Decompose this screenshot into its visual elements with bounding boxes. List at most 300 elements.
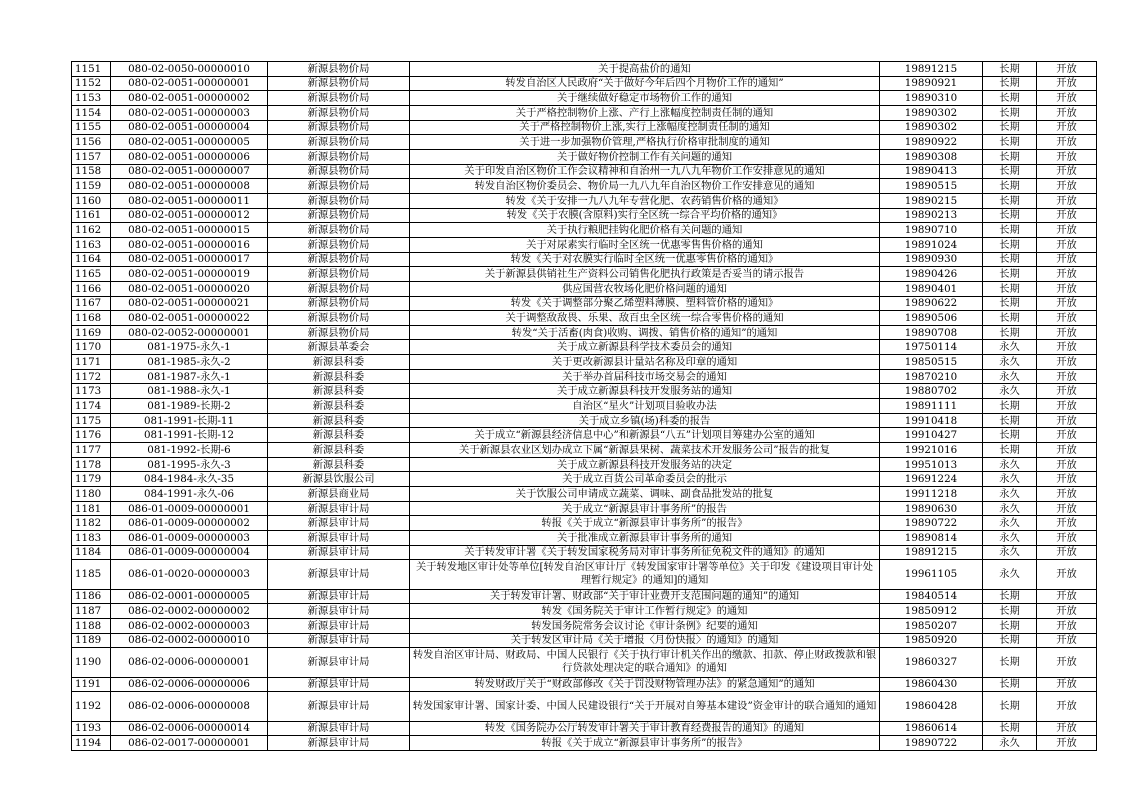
agency-name-cell: 新源县物价局 <box>268 179 410 194</box>
file-number-cell: 080-02-0051-00000002 <box>111 91 268 106</box>
document-title-cell: 转发“关于活畜(肉食)收购、调拨、销售价格的通知”的通知 <box>410 325 880 340</box>
row-number-cell: 1166 <box>72 281 111 296</box>
table-row <box>72 736 1097 751</box>
agency-name-cell: 新源县物价局 <box>268 105 410 120</box>
table-row <box>72 105 1097 120</box>
row-number-cell: 1179 <box>72 472 111 487</box>
access-status-cell: 开放 <box>1037 677 1097 692</box>
access-status-cell: 开放 <box>1037 531 1097 546</box>
agency-name-cell: 新源县物价局 <box>268 252 410 267</box>
document-title-cell: 关于对尿素实行临时全区统一优惠零售售价格的通知 <box>410 237 880 252</box>
retention-period-cell: 永久 <box>983 457 1037 472</box>
table-row <box>72 120 1097 135</box>
document-date-cell: 19890401 <box>880 281 983 296</box>
agency-name-cell: 新源县物价局 <box>268 223 410 238</box>
agency-name-cell: 新源县审计局 <box>268 560 410 589</box>
access-status-cell: 开放 <box>1037 457 1097 472</box>
file-number-cell: 086-02-0006-00000014 <box>111 721 268 736</box>
document-title-cell: 转发国务院常务会议讨论《审计条例》纪要的通知 <box>410 618 880 633</box>
table-row <box>72 604 1097 619</box>
retention-period-cell: 长期 <box>983 267 1037 282</box>
file-number-cell: 080-02-0051-00000004 <box>111 120 268 135</box>
agency-name-cell: 新源县科委 <box>268 355 410 370</box>
file-number-cell: 081-1991-长期-12 <box>111 428 268 443</box>
table-row <box>72 325 1097 340</box>
document-title-cell: 关于提高盐价的通知 <box>410 62 880 77</box>
row-number-cell: 1181 <box>72 501 111 516</box>
document-title-cell: 转发自治区人民政府“关于做好今年后四个月物价工作的通知” <box>410 76 880 91</box>
retention-period-cell: 长期 <box>983 296 1037 311</box>
access-status-cell: 开放 <box>1037 443 1097 458</box>
retention-period-cell: 长期 <box>983 648 1037 677</box>
file-number-cell: 080-02-0051-00000011 <box>111 193 268 208</box>
document-title-cell: 关于举办首届科技市场交易会的通知 <box>410 369 880 384</box>
table-row <box>72 252 1097 267</box>
table-row <box>72 560 1097 589</box>
document-title-cell: 关于新源县供销社生产资料公司销售化肥执行政策是否妥当的请示报告 <box>410 267 880 282</box>
document-title-cell: 转发自治区物价委员会、物价局一九八九年自治区物价工作安排意见的通知 <box>410 179 880 194</box>
row-number-cell: 1172 <box>72 369 111 384</box>
table-row <box>72 179 1097 194</box>
row-number-cell: 1183 <box>72 531 111 546</box>
row-number-cell: 1158 <box>72 164 111 179</box>
retention-period-cell: 长期 <box>983 179 1037 194</box>
access-status-cell: 开放 <box>1037 384 1097 399</box>
retention-period-cell: 长期 <box>983 428 1037 443</box>
agency-name-cell: 新源县物价局 <box>268 281 410 296</box>
agency-name-cell: 新源县商业局 <box>268 487 410 502</box>
document-title-cell: 关于印发自治区物价工作会议精神和自治州一九八九年物价工作安排意见的通知 <box>410 164 880 179</box>
document-title-cell: 关于进一步加强物价管理,严格执行价格审批制度的通知 <box>410 135 880 150</box>
retention-period-cell: 长期 <box>983 62 1037 77</box>
document-date-cell: 19691224 <box>880 472 983 487</box>
agency-name-cell: 新源县革委会 <box>268 340 410 355</box>
table-row <box>72 472 1097 487</box>
retention-period-cell: 永久 <box>983 340 1037 355</box>
file-number-cell: 086-02-0002-00000010 <box>111 633 268 648</box>
document-date-cell: 19891215 <box>880 62 983 77</box>
row-number-cell: 1155 <box>72 120 111 135</box>
agency-name-cell: 新源县物价局 <box>268 149 410 164</box>
file-number-cell: 080-02-0051-00000012 <box>111 208 268 223</box>
table-row <box>72 369 1097 384</box>
retention-period-cell: 永久 <box>983 369 1037 384</box>
file-number-cell: 080-02-0051-00000017 <box>111 252 268 267</box>
retention-period-cell: 永久 <box>983 355 1037 370</box>
table-row <box>72 267 1097 282</box>
file-number-cell: 086-01-0009-00000001 <box>111 501 268 516</box>
document-title-cell: 关于成立新源县科学技术委员会的通知 <box>410 340 880 355</box>
table-row <box>72 223 1097 238</box>
table-row <box>72 457 1097 472</box>
document-date-cell: 19850920 <box>880 633 983 648</box>
document-date-cell: 19880702 <box>880 384 983 399</box>
document-date-cell: 19891111 <box>880 399 983 414</box>
table-row <box>72 618 1097 633</box>
document-title-cell: 转发《关于农膜(含原料)实行全区统一综合平均价格的通知》 <box>410 208 880 223</box>
row-number-cell: 1189 <box>72 633 111 648</box>
access-status-cell: 开放 <box>1037 252 1097 267</box>
agency-name-cell: 新源县物价局 <box>268 296 410 311</box>
agency-name-cell: 新源县审计局 <box>268 501 410 516</box>
agency-name-cell: 新源县物价局 <box>268 91 410 106</box>
table-row <box>72 413 1097 428</box>
table-row <box>72 443 1097 458</box>
agency-name-cell: 新源县物价局 <box>268 76 410 91</box>
document-title-cell: 关于调整敌敌畏、乐果、敌百虫全区统一综合零售价格的通知 <box>410 311 880 326</box>
row-number-cell: 1188 <box>72 618 111 633</box>
row-number-cell: 1164 <box>72 252 111 267</box>
agency-name-cell: 新源县物价局 <box>268 120 410 135</box>
file-number-cell: 080-02-0051-00000005 <box>111 135 268 150</box>
row-number-cell: 1190 <box>72 648 111 677</box>
file-number-cell: 080-02-0050-00000010 <box>111 62 268 77</box>
access-status-cell: 开放 <box>1037 648 1097 677</box>
access-status-cell: 开放 <box>1037 472 1097 487</box>
retention-period-cell: 长期 <box>983 604 1037 619</box>
agency-name-cell: 新源县审计局 <box>268 589 410 604</box>
table-body <box>72 62 1097 751</box>
file-number-cell: 080-02-0051-00000015 <box>111 223 268 238</box>
retention-period-cell: 长期 <box>983 413 1037 428</box>
row-number-cell: 1184 <box>72 545 111 560</box>
table-row <box>72 633 1097 648</box>
document-date-cell: 19890308 <box>880 149 983 164</box>
file-number-cell: 086-02-0006-00000008 <box>111 692 268 721</box>
access-status-cell: 开放 <box>1037 179 1097 194</box>
file-number-cell: 086-02-0001-00000005 <box>111 589 268 604</box>
row-number-cell: 1152 <box>72 76 111 91</box>
file-number-cell: 080-02-0051-00000008 <box>111 179 268 194</box>
retention-period-cell: 永久 <box>983 384 1037 399</box>
access-status-cell: 开放 <box>1037 62 1097 77</box>
document-title-cell: 关于执行粮肥挂钩化肥价格有关问题的通知 <box>410 223 880 238</box>
access-status-cell: 开放 <box>1037 501 1097 516</box>
document-title-cell: 关于成立乡镇(场)科委的报告 <box>410 413 880 428</box>
document-date-cell: 19890722 <box>880 736 983 751</box>
row-number-cell: 1175 <box>72 413 111 428</box>
retention-period-cell: 长期 <box>983 618 1037 633</box>
retention-period-cell: 长期 <box>983 589 1037 604</box>
document-title-cell: 转发《关于调整部分聚乙烯塑料薄膜、塑料管价格的通知》 <box>410 296 880 311</box>
table-row <box>72 648 1097 677</box>
document-title-cell: 关于成立新源县科技开发服务站的通知 <box>410 384 880 399</box>
access-status-cell: 开放 <box>1037 281 1097 296</box>
access-status-cell: 开放 <box>1037 135 1097 150</box>
table-row <box>72 516 1097 531</box>
retention-period-cell: 长期 <box>983 325 1037 340</box>
row-number-cell: 1156 <box>72 135 111 150</box>
row-number-cell: 1165 <box>72 267 111 282</box>
file-number-cell: 086-01-0009-00000004 <box>111 545 268 560</box>
access-status-cell: 开放 <box>1037 193 1097 208</box>
retention-period-cell: 长期 <box>983 692 1037 721</box>
document-title-cell: 关于批准成立新源县审计事务所的通知 <box>410 531 880 546</box>
access-status-cell: 开放 <box>1037 164 1097 179</box>
row-number-cell: 1153 <box>72 91 111 106</box>
table-row <box>72 62 1097 77</box>
document-date-cell: 19951013 <box>880 457 983 472</box>
access-status-cell: 开放 <box>1037 487 1097 502</box>
access-status-cell: 开放 <box>1037 223 1097 238</box>
table-row <box>72 193 1097 208</box>
retention-period-cell: 长期 <box>983 223 1037 238</box>
access-status-cell: 开放 <box>1037 399 1097 414</box>
access-status-cell: 开放 <box>1037 325 1097 340</box>
row-number-cell: 1173 <box>72 384 111 399</box>
table-row <box>72 76 1097 91</box>
file-number-cell: 080-02-0051-00000021 <box>111 296 268 311</box>
row-number-cell: 1162 <box>72 223 111 238</box>
agency-name-cell: 新源县科委 <box>268 443 410 458</box>
table-row <box>72 721 1097 736</box>
access-status-cell: 开放 <box>1037 516 1097 531</box>
document-title-cell: 转发《国务院关于审计工作暂行规定》的通知 <box>410 604 880 619</box>
retention-period-cell: 永久 <box>983 487 1037 502</box>
file-number-cell: 080-02-0051-00000020 <box>111 281 268 296</box>
row-number-cell: 1180 <box>72 487 111 502</box>
document-date-cell: 19890922 <box>880 135 983 150</box>
access-status-cell: 开放 <box>1037 296 1097 311</box>
agency-name-cell: 新源县饮服公司 <box>268 472 410 487</box>
document-title-cell: 转发自治区审计局、财政局、中国人民银行《关于执行审计机关作出的缴款、扣款、停止财政拨款和银行贷款处理决定的联合通知》的通知 <box>410 648 880 677</box>
file-number-cell: 080-02-0051-00000022 <box>111 311 268 326</box>
agency-name-cell: 新源县审计局 <box>268 531 410 546</box>
document-date-cell: 19890630 <box>880 501 983 516</box>
row-number-cell: 1182 <box>72 516 111 531</box>
row-number-cell: 1151 <box>72 62 111 77</box>
file-number-cell: 080-02-0051-00000016 <box>111 237 268 252</box>
table-row <box>72 281 1097 296</box>
document-title-cell: 转发《关于对农膜实行临时全区统一优惠零售价格的通知》 <box>410 252 880 267</box>
document-date-cell: 19750114 <box>880 340 983 355</box>
document-title-cell: 转报《关于成立“新源县审计事务所”的报告》 <box>410 516 880 531</box>
agency-name-cell: 新源县物价局 <box>268 267 410 282</box>
document-title-cell: 转发《国务院办公厅转发审计署关于审计教育经费报告的通知》的通知 <box>410 721 880 736</box>
access-status-cell: 开放 <box>1037 208 1097 223</box>
table-row <box>72 677 1097 692</box>
document-date-cell: 19910427 <box>880 428 983 443</box>
document-date-cell: 19910418 <box>880 413 983 428</box>
retention-period-cell: 长期 <box>983 633 1037 648</box>
document-date-cell: 19890708 <box>880 325 983 340</box>
file-number-cell: 084-1991-永久-06 <box>111 487 268 502</box>
access-status-cell: 开放 <box>1037 237 1097 252</box>
file-number-cell: 086-01-0009-00000003 <box>111 531 268 546</box>
table-row <box>72 149 1097 164</box>
file-number-cell: 081-1992-长期-6 <box>111 443 268 458</box>
row-number-cell: 1174 <box>72 399 111 414</box>
row-number-cell: 1163 <box>72 237 111 252</box>
document-date-cell: 19890213 <box>880 208 983 223</box>
file-number-cell: 081-1991-长期-11 <box>111 413 268 428</box>
document-title-cell: 转报《关于成立“新源县审计事务所”的报告》 <box>410 736 880 751</box>
table-row <box>72 545 1097 560</box>
document-date-cell: 19890710 <box>880 223 983 238</box>
agency-name-cell: 新源县物价局 <box>268 237 410 252</box>
agency-name-cell: 新源县科委 <box>268 457 410 472</box>
document-date-cell: 19891215 <box>880 545 983 560</box>
row-number-cell: 1186 <box>72 589 111 604</box>
document-date-cell: 19850515 <box>880 355 983 370</box>
document-title-cell: 关于成立“新源县经济信息中心”和新源县“八五”计划项目筹建办公室的通知 <box>410 428 880 443</box>
document-date-cell: 19890426 <box>880 267 983 282</box>
document-date-cell: 19860327 <box>880 648 983 677</box>
file-number-cell: 081-1988-永久-1 <box>111 384 268 399</box>
document-date-cell: 19860428 <box>880 692 983 721</box>
table-row <box>72 296 1097 311</box>
document-date-cell: 19860430 <box>880 677 983 692</box>
row-number-cell: 1168 <box>72 311 111 326</box>
access-status-cell: 开放 <box>1037 618 1097 633</box>
row-number-cell: 1171 <box>72 355 111 370</box>
agency-name-cell: 新源县物价局 <box>268 325 410 340</box>
agency-name-cell: 新源县物价局 <box>268 135 410 150</box>
agency-name-cell: 新源县审计局 <box>268 677 410 692</box>
document-title-cell: 关于继续做好稳定市场物价工作的通知 <box>410 91 880 106</box>
retention-period-cell: 长期 <box>983 208 1037 223</box>
agency-name-cell: 新源县科委 <box>268 428 410 443</box>
file-number-cell: 081-1985-永久-2 <box>111 355 268 370</box>
document-date-cell: 19840514 <box>880 589 983 604</box>
row-number-cell: 1161 <box>72 208 111 223</box>
access-status-cell: 开放 <box>1037 91 1097 106</box>
row-number-cell: 1154 <box>72 105 111 120</box>
row-number-cell: 1178 <box>72 457 111 472</box>
retention-period-cell: 永久 <box>983 472 1037 487</box>
retention-period-cell: 长期 <box>983 237 1037 252</box>
document-date-cell: 19890413 <box>880 164 983 179</box>
row-number-cell: 1169 <box>72 325 111 340</box>
document-date-cell: 19890506 <box>880 311 983 326</box>
table-row <box>72 355 1097 370</box>
document-title-cell: 转发国家审计署、国家计委、中国人民建设银行“关于开展对自筹基本建设”资金审计的联合通知的通知 <box>410 692 880 721</box>
file-number-cell: 080-02-0051-00000007 <box>111 164 268 179</box>
file-number-cell: 086-02-0017-00000001 <box>111 736 268 751</box>
row-number-cell: 1192 <box>72 692 111 721</box>
document-date-cell: 19890310 <box>880 91 983 106</box>
file-number-cell: 080-02-0051-00000006 <box>111 149 268 164</box>
access-status-cell: 开放 <box>1037 721 1097 736</box>
table-row <box>72 135 1097 150</box>
access-status-cell: 开放 <box>1037 428 1097 443</box>
access-status-cell: 开放 <box>1037 267 1097 282</box>
access-status-cell: 开放 <box>1037 604 1097 619</box>
agency-name-cell: 新源县审计局 <box>268 516 410 531</box>
document-title-cell: 转发财政厅关于“财政部修改《关于罚没财物管理办法》的紧急通知”的通知 <box>410 677 880 692</box>
document-title-cell: 关于成立百货公司革命委员会的批示 <box>410 472 880 487</box>
retention-period-cell: 永久 <box>983 531 1037 546</box>
document-date-cell: 19911218 <box>880 487 983 502</box>
retention-period-cell: 长期 <box>983 399 1037 414</box>
access-status-cell: 开放 <box>1037 149 1097 164</box>
document-date-cell: 19890814 <box>880 531 983 546</box>
access-status-cell: 开放 <box>1037 736 1097 751</box>
table-row <box>72 340 1097 355</box>
file-number-cell: 086-02-0006-00000001 <box>111 648 268 677</box>
archive-catalog-table <box>71 61 1097 751</box>
retention-period-cell: 长期 <box>983 443 1037 458</box>
file-number-cell: 080-02-0051-00000001 <box>111 76 268 91</box>
table-row <box>72 589 1097 604</box>
document-title-cell: 供应国营农牧场化肥价格问题的通知 <box>410 281 880 296</box>
access-status-cell: 开放 <box>1037 340 1097 355</box>
document-date-cell: 19921016 <box>880 443 983 458</box>
document-date-cell: 19890622 <box>880 296 983 311</box>
document-title-cell: 关于转发审计署、财政部“关于审计业费开支范围问题的通知”的通知 <box>410 589 880 604</box>
document-date-cell: 19890302 <box>880 120 983 135</box>
agency-name-cell: 新源县科委 <box>268 399 410 414</box>
agency-name-cell: 新源县审计局 <box>268 633 410 648</box>
document-title-cell: 转发《关于安排一九八九年专营化肥、农药销售价格的通知》 <box>410 193 880 208</box>
document-date-cell: 19860614 <box>880 721 983 736</box>
file-number-cell: 080-02-0051-00000003 <box>111 105 268 120</box>
retention-period-cell: 永久 <box>983 516 1037 531</box>
agency-name-cell: 新源县审计局 <box>268 618 410 633</box>
document-title-cell: 关于严格控制物价上涨、产行上涨幅度控制责任制的通知 <box>410 105 880 120</box>
access-status-cell: 开放 <box>1037 589 1097 604</box>
row-number-cell: 1191 <box>72 677 111 692</box>
retention-period-cell: 长期 <box>983 120 1037 135</box>
document-title-cell: 自治区“星火”计划项目验收办法 <box>410 399 880 414</box>
retention-period-cell: 长期 <box>983 193 1037 208</box>
file-number-cell: 080-02-0052-00000001 <box>111 325 268 340</box>
document-date-cell: 19870210 <box>880 369 983 384</box>
access-status-cell: 开放 <box>1037 105 1097 120</box>
retention-period-cell: 永久 <box>983 501 1037 516</box>
document-date-cell: 19891024 <box>880 237 983 252</box>
file-number-cell: 080-02-0051-00000019 <box>111 267 268 282</box>
row-number-cell: 1160 <box>72 193 111 208</box>
table-row <box>72 208 1097 223</box>
agency-name-cell: 新源县审计局 <box>268 545 410 560</box>
table-row <box>72 237 1097 252</box>
access-status-cell: 开放 <box>1037 76 1097 91</box>
retention-period-cell: 永久 <box>983 736 1037 751</box>
document-title-cell: 关于饮服公司申请成立蔬菜、调味、副食品批发站的批复 <box>410 487 880 502</box>
retention-period-cell: 长期 <box>983 677 1037 692</box>
document-title-cell: 关于转发审计署《关于转发国家税务局对审计事务所征免税文件的通知》的通知 <box>410 545 880 560</box>
access-status-cell: 开放 <box>1037 692 1097 721</box>
agency-name-cell: 新源县审计局 <box>268 721 410 736</box>
table-row <box>72 384 1097 399</box>
agency-name-cell: 新源县科委 <box>268 384 410 399</box>
retention-period-cell: 长期 <box>983 252 1037 267</box>
agency-name-cell: 新源县物价局 <box>268 164 410 179</box>
table-row <box>72 428 1097 443</box>
table-row <box>72 399 1097 414</box>
access-status-cell: 开放 <box>1037 633 1097 648</box>
file-number-cell: 086-02-0002-00000003 <box>111 618 268 633</box>
retention-period-cell: 长期 <box>983 149 1037 164</box>
document-title-cell: 关于做好物价控制工作有关问题的通知 <box>410 149 880 164</box>
agency-name-cell: 新源县审计局 <box>268 692 410 721</box>
file-number-cell: 084-1984-永久-35 <box>111 472 268 487</box>
retention-period-cell: 长期 <box>983 135 1037 150</box>
file-number-cell: 081-1975-永久-1 <box>111 340 268 355</box>
agency-name-cell: 新源县科委 <box>268 369 410 384</box>
agency-name-cell: 新源县审计局 <box>268 736 410 751</box>
row-number-cell: 1159 <box>72 179 111 194</box>
file-number-cell: 081-1995-永久-3 <box>111 457 268 472</box>
file-number-cell: 086-01-0020-00000003 <box>111 560 268 589</box>
row-number-cell: 1157 <box>72 149 111 164</box>
row-number-cell: 1176 <box>72 428 111 443</box>
document-title-cell: 关于成立新源县科技开发服务站的决定 <box>410 457 880 472</box>
file-number-cell: 086-02-0002-00000002 <box>111 604 268 619</box>
agency-name-cell: 新源县物价局 <box>268 208 410 223</box>
file-number-cell: 081-1987-永久-1 <box>111 369 268 384</box>
